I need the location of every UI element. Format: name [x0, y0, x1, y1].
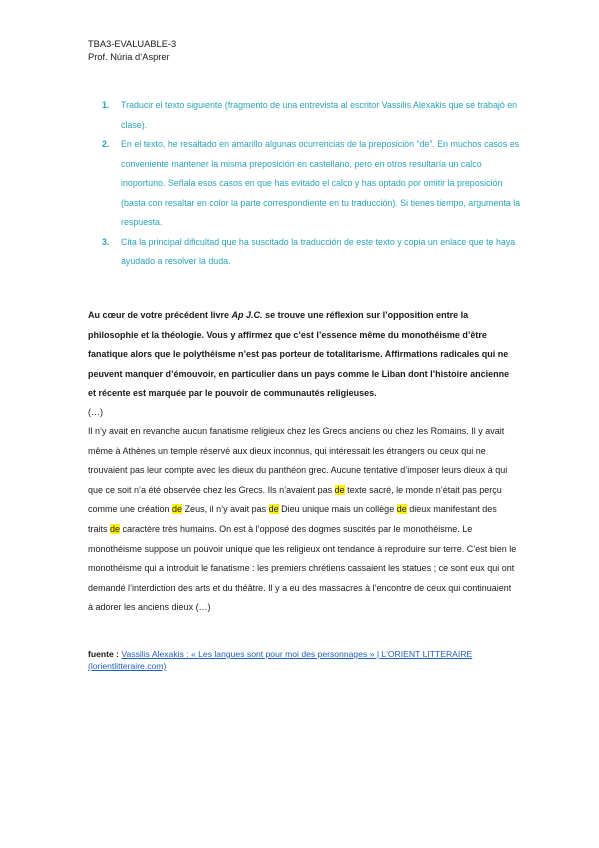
interview-question	[88, 306, 518, 404]
task-number: 1.	[102, 100, 110, 110]
source-link[interactable]: Vassilis Alexakis : « Les langues sont pour moi des personnages » | L'ORIENT LITTERAIRE (lorientlitteraire.com)	[88, 649, 473, 671]
source-label: fuente :	[88, 649, 122, 659]
task-item	[102, 96, 522, 135]
highlighted-preposition: de	[172, 504, 183, 515]
answer-segment: caractère très humains. On est à l’opposé des dogmes suscités par le monothéisme. Le monothéisme suppose un pouvoir unique que les religieux ont tendance à reproduire sur terre. C’est bien le monothéisme qui a introduit le fanatisme : les premiers chrétiens cassaient les statues ; ce sont eux qui ont demandé l’interdiction des arts et du théâtre. Il y a eu des massacres à l’encontre de ceux qui continuaient à adorer les anciens dieux (…)	[88, 523, 517, 613]
professor-name: Prof. Núria d’Asprer	[88, 52, 170, 62]
source-citation	[88, 648, 508, 672]
task-number: 2.	[102, 139, 110, 149]
task-item	[102, 233, 522, 272]
answer-segment: Dieu unique mais un collège	[278, 504, 397, 515]
interview-answer	[88, 422, 518, 618]
header	[88, 38, 176, 64]
highlighted-preposition: de	[268, 504, 279, 515]
task-text: Traducir el texto siguiente (fragmento de una entrevista al escritor Vassilis Alexakis que se trabajó en clase).	[121, 100, 518, 130]
highlighted-preposition: de	[110, 523, 121, 534]
answer-segment: texte sacré, le monde n’était pas perçu comme une création	[88, 484, 502, 515]
ellipsis: (…)	[88, 407, 103, 417]
book-title: Ap J.C.	[231, 310, 263, 320]
task-number: 3.	[102, 236, 110, 247]
answer-segment: dieux manifestant des traits	[88, 504, 497, 534]
question-text-end: se trouve une réflexion sur l’opposition entre la philosophie et la théologie. Vous y affirmez que c’est l’essence même du monothéisme d’être fanatique alors que le polythéisme n’est pas porteur de totalitarisme. Affirmations radicales qui ne peuvent manquer d’émouvoir, en particulier dans un pays comme le Liban dont l’histoire ancienne et récente est marquée par le pouvoir de communautés religieuses.	[88, 310, 510, 399]
task-list	[102, 96, 522, 272]
highlighted-preposition: de	[396, 504, 407, 515]
answer-segment: Il n’y avait en revanche aucun fanatisme religieux chez les Grecs anciens ou chez les Romains. Il y avait même à Athènes un temple réservé aux dieux inconnus, qui intéressait les étrangers ou ceux qui ne trouvaient pas leur compte avec les dieux du panthéon grec. Aucune tentative d’imposer leurs dieux à qui que ce soit n’a été observée chez les Grecs. Ils n’avaient pas	[88, 426, 508, 495]
task-item	[102, 135, 522, 233]
highlighted-preposition: de	[334, 484, 345, 495]
question-text-start: Au cœur de votre précédent livre	[88, 310, 232, 320]
course-code: TBA3-EVALUABLE-3	[88, 39, 177, 49]
task-text: En el texto, he resaltado en amarillo algunas ocurrencias de la preposición “de”. En muchos casos es conveniente mantener la misma preposición en castellano, pero en otros resultaría un calco inoportuno. Señala esos casos en que has evitado el calco y has optado por omitir la preposición (basta con resaltar en color la parte correspondiente en tu traducción). Si tienes tiempo, argumenta la respuesta.	[121, 139, 521, 227]
task-text: Cita la principal dificultad que ha suscitado la traducción de este texto y copia un enlace que te haya ayudado a resolver la duda.	[121, 236, 516, 266]
answer-segment: Zeus, il n’y avait pas	[182, 504, 269, 515]
